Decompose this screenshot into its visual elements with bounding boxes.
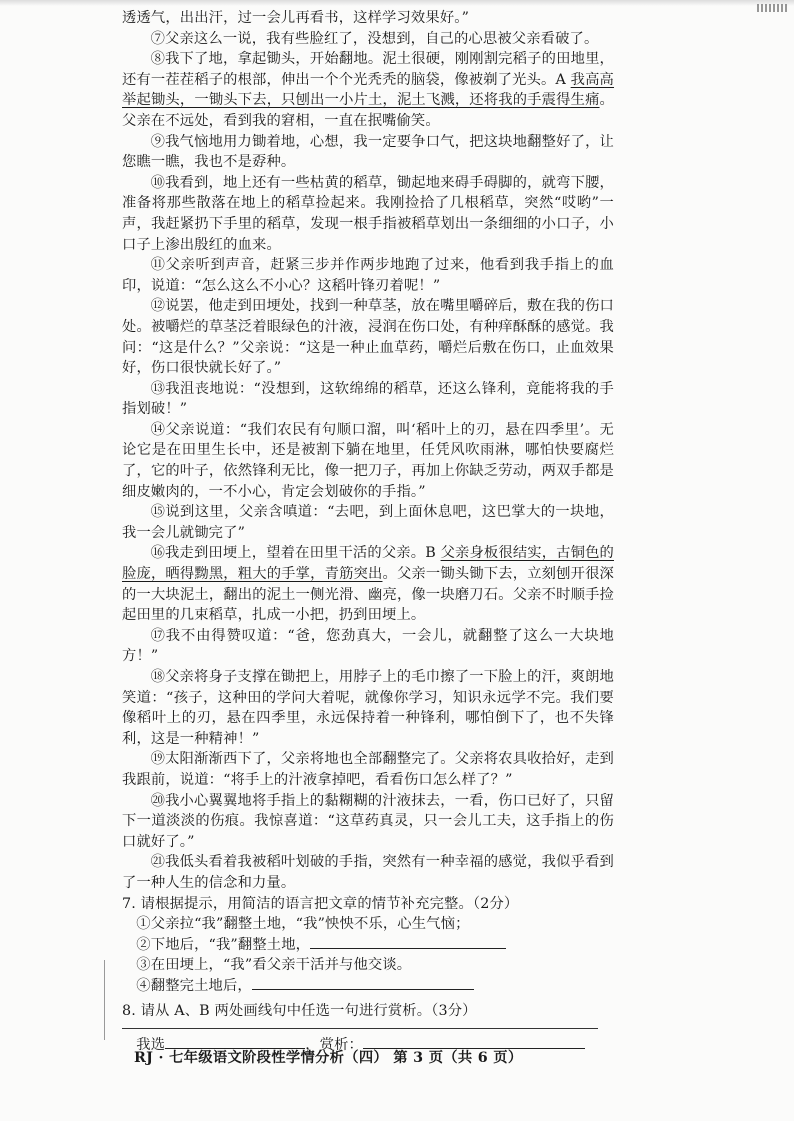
question-7 xyxy=(122,894,614,997)
margin-rule xyxy=(104,960,105,1040)
paragraph-16-post: 。父亲一锄头锄下去，立刻刨开很深的一大块泥土，翻出的泥土一侧光滑、幽亮，像一块磨刀石。父亲不时顺手捡起田里的几束稻草，扎成一小把，扔到田埂上。 xyxy=(122,566,614,624)
answer-blank-4[interactable] xyxy=(252,989,474,990)
question-7-item-2: ②下地后，“我”翻整土地， xyxy=(122,935,614,956)
paragraph-11: ⑪父亲听到声音，赶紧三步并作两步地跑了过来，他看到我手指上的血印，说道：“怎么这么不小心？这稻叶锋刃着呢！” xyxy=(122,257,614,294)
paragraph-13: ⑬我沮丧地说：“没想到，这软绵绵的稻草，还这么锋利，竟能将我的手指划破！” xyxy=(122,380,614,418)
paragraph-18: ⑱父亲将身子支撑在锄把上，用脖子上的毛巾擦了一下脸上的汗，爽朗地笑道：“孩子，这种田的学问大着呢，就像你学习，知识永远学不完。我们要像稻叶上的刃，悬在四季里，永远保持着一种锋利，哪怕倒下了，也不失锋利，这是一种精神！” xyxy=(122,669,614,747)
paragraph-20: ⑳我小心翼翼地将手指上的黏糊糊的汁液抹去，一看，伤口已好了，只留下一道淡淡的伤痕。我惊喜道：“这草药真灵，只一会儿工夫，这手指上的伤口就好了。” xyxy=(122,792,614,850)
question-8-stem: 8. 请从 A、B 两处画线句中任选一句进行赏析。（3分） xyxy=(122,1002,477,1019)
paragraph-8-post: 。父亲在不远处，看到我的窘相，一直在抿嘴偷笑。 xyxy=(122,92,614,129)
paragraph-19: ⑲太阳渐渐西下了，父亲将地也全部翻整完了。父亲将农具收拾好，走到我跟前，说道：“将手上的汁液拿掉吧，看看伤口怎么样了？” xyxy=(122,751,614,788)
question-7-item-3: ③在田埂上，“我”看父亲干活并与他交谈。 xyxy=(136,957,412,974)
paragraph-21: ㉑我低头看着我被稻叶划破的手指，突然有一种幸福的感觉，我似乎看到了一种人生的信念和力量。 xyxy=(122,854,614,891)
answer-line[interactable] xyxy=(122,1028,598,1029)
paragraph-15: ⑮说到这里，父亲含嗔道：“去吧，到上面休息吧，这巴掌大的一块地，我一会儿就锄完了” xyxy=(122,504,614,541)
passage-content xyxy=(122,8,614,1056)
choose-label: 我选 xyxy=(136,1037,166,1054)
paragraph-8-pre: ⑧我下了地，拿起锄头，开始翻地。泥土很硬，刚刚割完稻子的田地里，还有一茬茬稻子的根部，伸出一个个光秃秃的脑袋，像被剃了光头。A xyxy=(122,51,614,88)
question-7-stem: 7. 请根据提示，用简洁的语言把文章的情节补充完整。（2分） xyxy=(122,895,519,912)
page-footer: RJ · 七年级语文阶段性学情分析（四） 第 3 页（共 6 页） xyxy=(134,1050,523,1066)
underlined-sentence-b: 父亲身板很结实，古铜色的脸庞，晒得黝黑，粗大的手掌，青筋突出 xyxy=(122,545,614,583)
paragraph-10: ⑩我看到，地上还有一些枯黄的稻草，锄起地来碍手碍脚的，就弯下腰，准备将那些散落在地上的稻草捡起来。我刚捡拾了几根稻草，突然“哎哟”一声，我赶紧扔下手里的稻草，发现一根手指被稻草划出一条细细的小口子，小口子上渗出殷红的血来。 xyxy=(122,174,614,253)
underlined-sentence-a: 我高高举起锄头，一锄头下去，只刨出一小片土，泥土飞溅，还将我的手震得生痛 xyxy=(122,71,615,109)
scan-edge xyxy=(0,0,794,6)
answer-blank-2[interactable] xyxy=(310,948,506,949)
scan-mark xyxy=(757,4,787,12)
paragraph-14: ⑭父亲说道：“我们农民有句顺口溜，叫‘稻叶上的刃，悬在四季里’。无论它是在田里生长中，还是被割下躺在地里，任凭风吹雨淋，哪怕快要腐烂了，它的叶子，依然锋利无比，像一把刀子，再加上你缺乏劳动，两双手都是细皮嫩肉的，一不小心，肯定会划破你的手指。” xyxy=(122,421,614,500)
paragraph-6-tail: 透透气，出出汗，过一会儿再看书，这样学习效果好。” xyxy=(122,10,470,26)
paragraph-9: ⑨我气恼地用力锄着地，心想，我一定要争口气，把这块地翻整好了，让您瞧一瞧，我也不是孬种。 xyxy=(122,133,614,171)
paragraph-17: ⑰我不由得赞叹道：“爸，您劲真大，一会儿，就翻整了这么一大块地方！” xyxy=(122,627,614,665)
analysis-label: ，赏析： xyxy=(305,1037,363,1054)
paragraph-16 xyxy=(122,543,614,625)
paragraph-16-pre: ⑯我走到田埂上，望着在田里干活的父亲。B xyxy=(150,545,441,562)
question-7-item-1: ①父亲拉“我”翻整土地，“我”怏怏不乐，心生气恼； xyxy=(136,916,470,933)
paragraph-12: ⑫说罢，他走到田埂处，找到一种草茎，放在嘴里嚼碎后，敷在我的伤口处。被嚼烂的草茎泛着眼绿色的汁液，浸润在伤口处，有种痒酥酥的感觉。我问：“这是什么？”父亲说：“这是一种止血草药，嚼烂后敷在伤口，止血效果好，伤口很快就长好了。” xyxy=(122,298,614,377)
paragraph-7: ⑦父亲这么一说，我有些脸红了，没想到，自己的心思被父亲看破了。 xyxy=(150,30,599,47)
question-7-item-4: ④翻整完土地后， xyxy=(122,976,614,997)
paragraph-8 xyxy=(122,49,614,131)
